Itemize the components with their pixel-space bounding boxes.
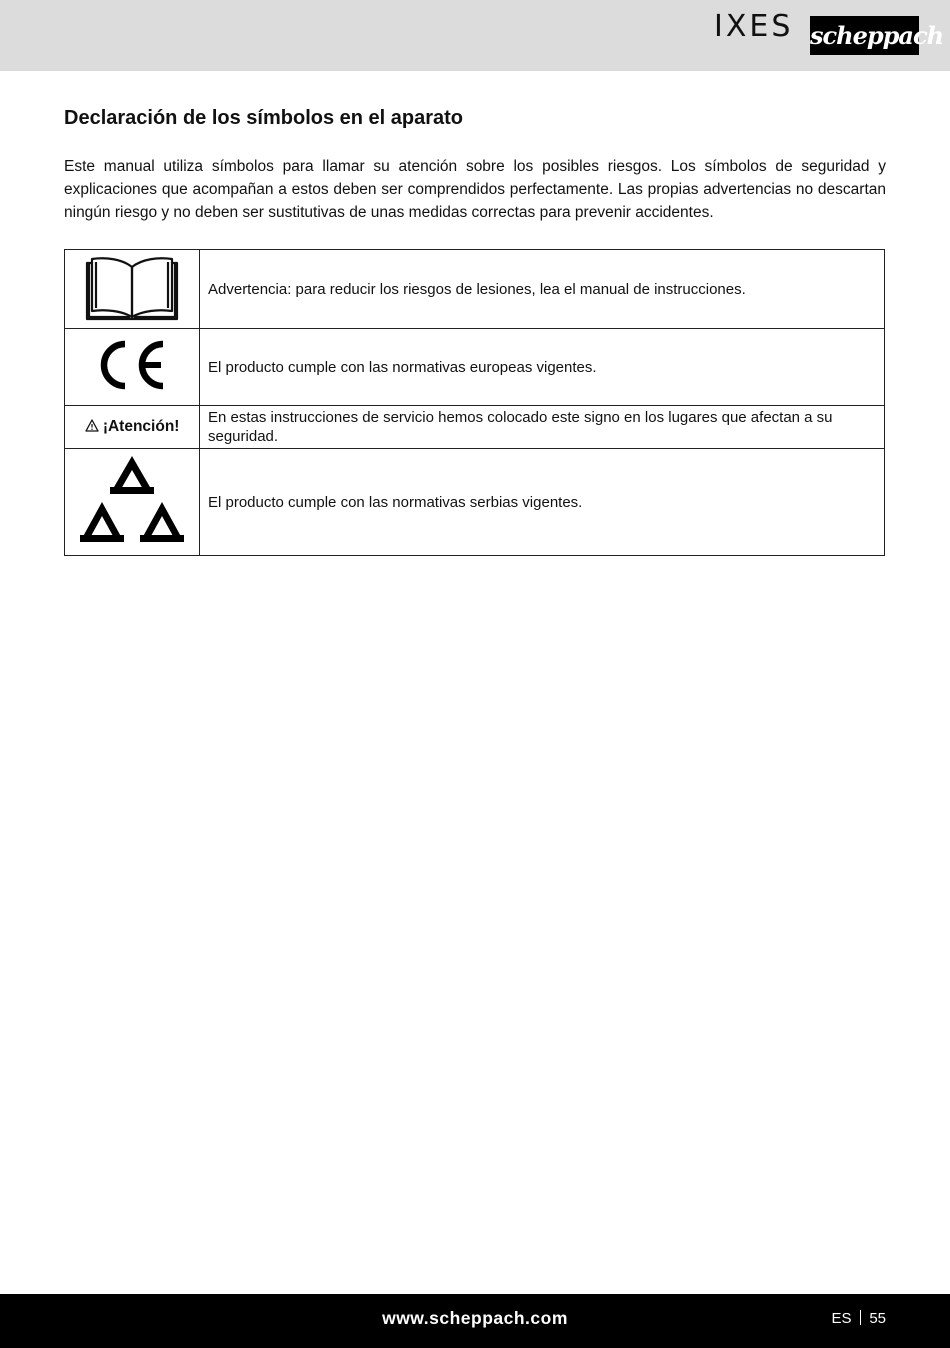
symbols-table [64, 249, 885, 556]
table-row [65, 250, 885, 329]
symbol-cell [65, 329, 200, 406]
table-row [65, 449, 885, 556]
intro-paragraph: Este manual utiliza símbolos para llamar su atención sobre los posibles riesgos. Los símbolos de seguridad y explicaciones que acompañan a estos deben ser comprendidos perfectamente. Las propias advertencias no descartan ningún riesgo y no deben ser sustitutivas de unas medidas correctas para prevenir accidentes. [64, 158, 886, 221]
symbol-cell [65, 250, 200, 329]
ixes-logo: IXES [714, 9, 794, 44]
scheppach-logo: scheppach [810, 16, 919, 55]
symbol-cell [65, 449, 200, 556]
ce-mark-icon [97, 377, 167, 394]
open-manual-icon [84, 308, 180, 325]
page-value: 55 [869, 1310, 886, 1327]
section-title: Declaración de los símbolos en el aparato [64, 107, 464, 129]
table-row [65, 406, 885, 449]
website-link[interactable]: www.scheppach.com [382, 1308, 568, 1328]
serbian-conformity-mark-icon [80, 533, 184, 550]
language-code: ES [831, 1310, 852, 1327]
symbol-cell [65, 406, 200, 449]
table-row [65, 329, 885, 406]
symbol-description: El producto cumple con las normativas europeas vigentes. [200, 329, 885, 406]
separator [860, 1310, 862, 1325]
page-header [0, 0, 950, 71]
symbol-description: En estas instrucciones de servicio hemos colocado este signo en los lugares que afectan a su seguridad. [200, 406, 885, 449]
warning-triangle-icon [85, 418, 103, 435]
attention-label: ¡Atención! [85, 418, 180, 435]
symbol-description: Advertencia: para reducir los riesgos de lesiones, lea el manual de instrucciones. [200, 250, 885, 329]
page-number [831, 1310, 886, 1327]
page-footer [0, 1294, 950, 1348]
symbol-description: El producto cumple con las normativas serbias vigentes. [200, 449, 885, 556]
